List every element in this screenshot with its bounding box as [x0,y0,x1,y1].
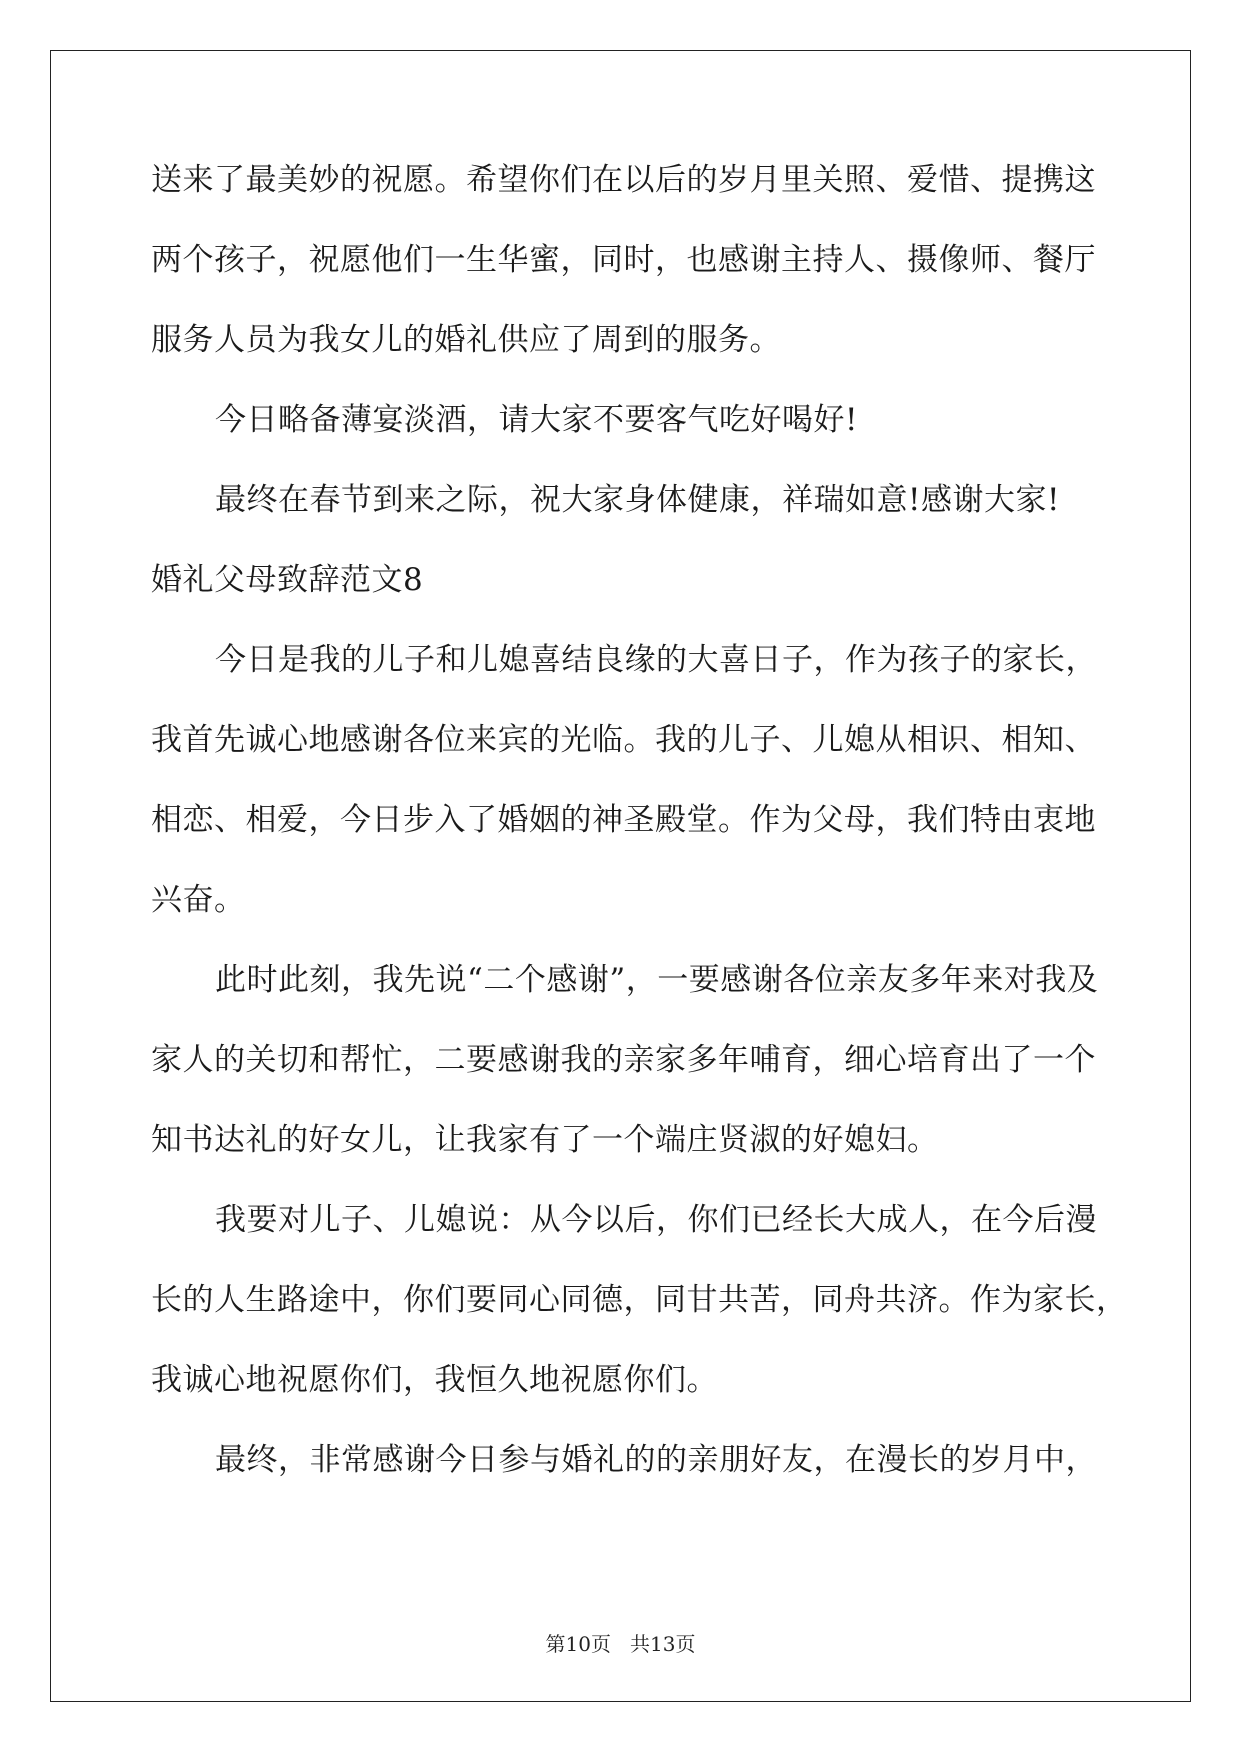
text-line: 家人的关切和帮忙，二要感谢我的亲家多年哺育，细心培育出了一个 [151,1042,1096,1078]
text-line: 两个孩子，祝愿他们一生华蜜，同时，也感谢主持人、摄像师、餐厅 [151,242,1096,278]
text-line: 我诚心地祝愿你们，我恒久地祝愿你们。 [151,1362,718,1398]
paragraph-start-line: 此时此刻，我先说“二个感谢”，一要感谢各位亲友多年来对我及 [215,962,1099,998]
page-footer [0,1628,1241,1657]
text-line: 服务人员为我女儿的婚礼供应了周到的服务。 [151,322,781,358]
paragraph-start-line: 最终在春节到来之际，祝大家身体健康，祥瑞如意!感谢大家! [215,482,1060,518]
page-number: 第10页 共13页 [545,1632,696,1656]
text-line: 兴奋。 [151,882,246,918]
text-line: 知书达礼的好女儿，让我家有了一个端庄贤淑的好媳妇。 [151,1122,939,1158]
paragraph-start-line: 今日略备薄宴淡酒，请大家不要客气吃好喝好! [215,402,858,438]
text-line: 相恋、相爱，今日步入了婚姻的神圣殿堂。作为父母，我们特由衷地 [151,802,1096,838]
text-line: 我首先诚心地感谢各位来宾的光临。我的儿子、儿媳从相识、相知、 [151,722,1096,758]
paragraph-start-line: 我要对儿子、儿媳说：从今以后，你们已经长大成人，在今后漫 [215,1202,1097,1238]
text-line: 长的人生路途中，你们要同心同德，同甘共苦，同舟共济。作为家长， [151,1282,1128,1318]
text-line: 送来了最美妙的祝愿。希望你们在以后的岁月里关照、爱惜、提携这 [151,162,1096,198]
paragraph-start-line: 今日是我的儿子和儿媳喜结良缘的大喜日子，作为孩子的家长， [215,642,1097,678]
document-body [151,160,1128,1520]
paragraph-start-line: 最终，非常感谢今日参与婚礼的的亲朋好友，在漫长的岁月中， [215,1442,1097,1478]
section-heading: 婚礼父母致辞范文8 [151,562,424,598]
